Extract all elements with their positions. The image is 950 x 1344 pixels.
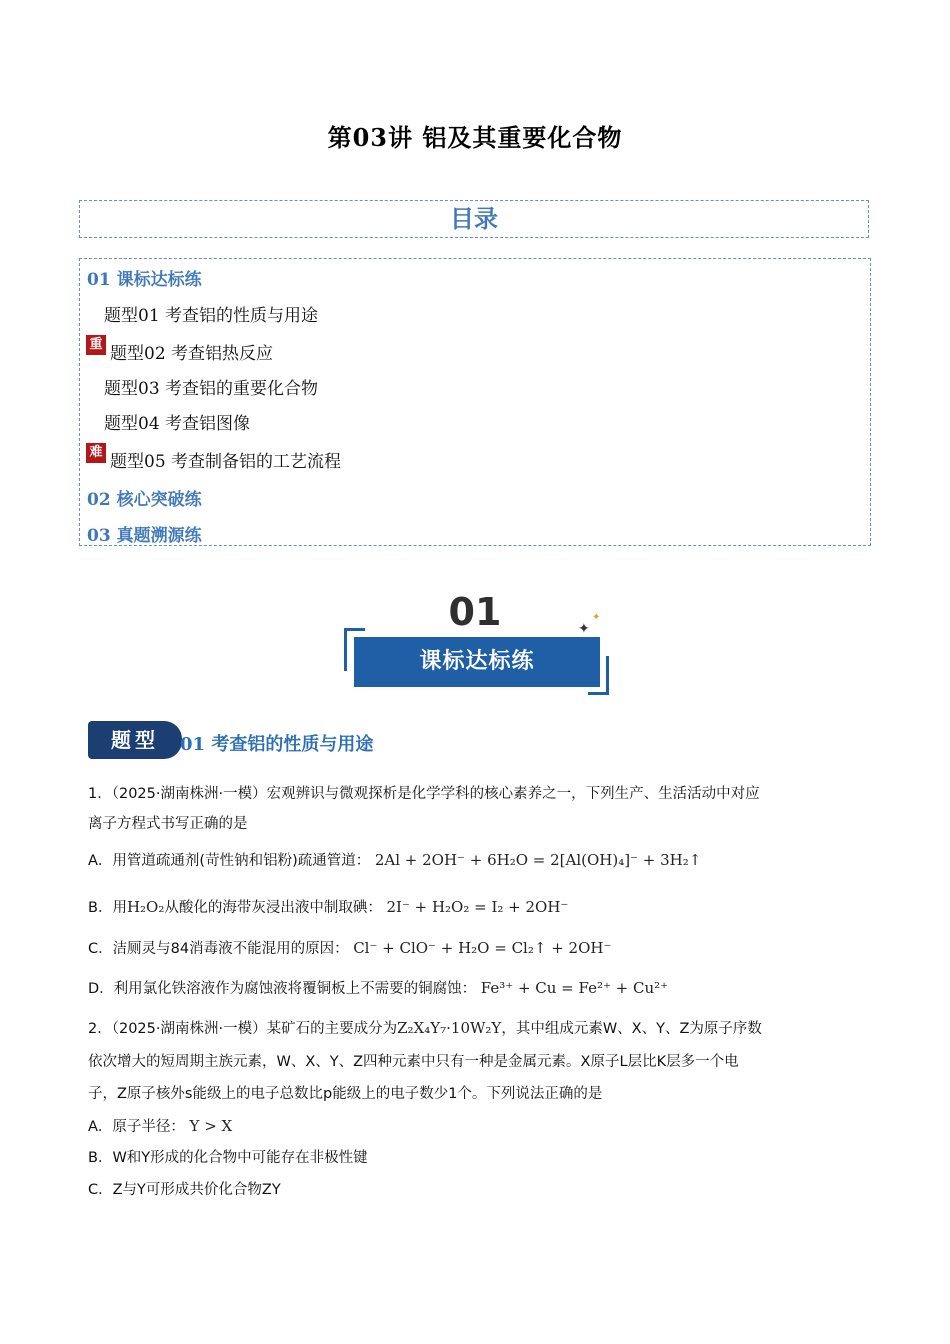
q2-mineral-formula: Z₂X₄Y₇·10W₂Y — [397, 1019, 502, 1037]
hard-tag: 难 — [86, 443, 106, 463]
question-type-badge: 题型 — [88, 721, 182, 759]
q1-option-b-reagent: H₂O₂ — [126, 898, 165, 916]
section-number: 01 — [448, 590, 502, 634]
toc-box — [79, 258, 871, 546]
q2-option-a-equation: Y > X — [189, 1117, 233, 1135]
q1-stem-line1: 1．（2025·湖南株洲·一模）宏观辨识与微观探析是化学学科的核心素养之一，下列生产、生活活动中对应 — [88, 786, 760, 802]
toc-heading: 目录 — [79, 200, 869, 238]
key-tag: 重 — [86, 335, 106, 355]
section-banner: 课标达标练 — [354, 637, 600, 687]
toc-item-3[interactable]: 题型03 考查铝的重要化合物 — [104, 379, 319, 399]
q1-stem-line2: 离子方程式书写正确的是 — [88, 816, 248, 832]
q1-option-b-pre: B．用 — [88, 900, 127, 916]
toc-item-4[interactable]: 题型04 考查铝图像 — [104, 414, 251, 434]
q1-option-c[interactable] — [88, 936, 868, 961]
q1-option-c-equation: Cl⁻ + ClO⁻ + H₂O = Cl₂↑ + 2OH⁻ — [353, 939, 612, 957]
toc-item-5[interactable]: 题型05 考查制备铝的工艺流程 — [110, 452, 342, 472]
q1-option-c-text: C．洁厕灵与84消毒液不能混用的原因： — [88, 941, 349, 957]
q1-option-d[interactable] — [88, 976, 868, 1001]
toc-section-1[interactable]: 01 课标达标练 — [87, 270, 202, 290]
q2-option-b[interactable]: B．W和Y形成的化合物中可能存在非极性键 — [88, 1150, 368, 1166]
q1-option-a-equation: 2Al + 2OH⁻ + 6H₂O = 2[Al(OH)₄]⁻ + 3H₂↑ — [374, 851, 702, 869]
q1-option-a-text: A．用管道疏通剂(苛性钠和铝粉)疏通管道： — [88, 853, 371, 869]
q2-stem-line2: 依次增大的短周期主族元素，W、X、Y、Z四种元素中只有一种是金属元素。X原子L层比K层多一个电 — [88, 1054, 739, 1070]
toc-section-3[interactable]: 03 真题溯源练 — [87, 526, 202, 546]
q2-stem-line3: 子，Z原子核外s能级上的电子总数比p能级上的电子数少1个。下列说法正确的是 — [88, 1086, 603, 1102]
toc-section-2[interactable]: 02 核心突破练 — [87, 490, 202, 510]
q1-option-a[interactable] — [88, 848, 868, 873]
sparkle-icon: ✦ — [578, 621, 590, 637]
q2-stem-post: ，其中组成元素W、X、Y、Z为原子序数 — [501, 1021, 762, 1037]
q2-stem-line1 — [88, 1016, 868, 1041]
q1-option-d-equation: Fe³⁺ + Cu = Fe²⁺ + Cu²⁺ — [480, 979, 669, 997]
q2-stem-pre: 2．（2025·湖南株洲·一模）某矿石的主要成分为 — [88, 1021, 398, 1037]
q2-option-a-text: A．原子半径： — [88, 1119, 185, 1135]
q1-option-d-text: D．利用氯化铁溶液作为腐蚀液将覆铜板上不需要的铜腐蚀： — [88, 981, 477, 997]
document-title: 第03讲 铝及其重要化合物 — [327, 123, 623, 152]
q1-option-b-post: 从酸化的海带灰浸出液中制取碘： — [164, 900, 382, 916]
q2-option-a[interactable] — [88, 1114, 868, 1139]
q2-option-c[interactable]: C．Z与Y可形成共价化合物ZY — [88, 1182, 281, 1198]
sparkle-small-icon: ✦ — [592, 612, 601, 623]
q1-option-b[interactable] — [88, 895, 868, 920]
toc-item-1[interactable]: 题型01 考查铝的性质与用途 — [104, 306, 319, 326]
q1-option-b-equation: 2I⁻ + H₂O₂ = I₂ + 2OH⁻ — [386, 898, 569, 916]
question-type-title: 01 考查铝的性质与用途 — [180, 734, 374, 755]
toc-item-2[interactable]: 题型02 考查铝热反应 — [110, 344, 274, 364]
